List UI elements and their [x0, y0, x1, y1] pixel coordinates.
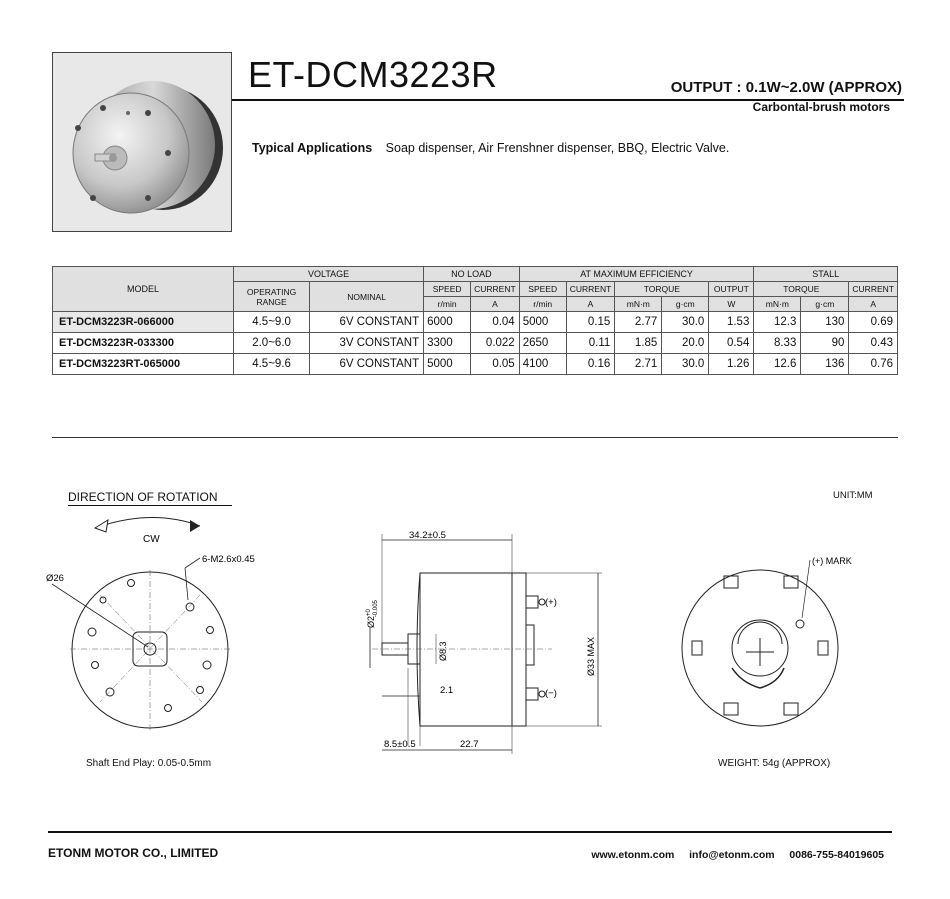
terminal-plus	[526, 596, 538, 608]
cell-me-torque-gcm: 30.0	[662, 312, 709, 333]
dia26-label: Ø26	[46, 573, 64, 584]
spec-table	[52, 266, 898, 375]
mount-hole	[92, 662, 99, 669]
header-me-torque: TORQUE	[615, 282, 709, 297]
header-operating-range: OPERATING RANGE	[234, 282, 310, 312]
cell-nl-current: 0.05	[471, 354, 520, 375]
direction-of-rotation-title: DIRECTION OF ROTATION	[68, 490, 218, 504]
minus-terminal-label: (−)	[545, 688, 557, 699]
header-me-current: CURRENT	[566, 282, 615, 297]
website-link[interactable]: www.etonm.com	[591, 849, 675, 861]
rear-slot	[784, 576, 798, 588]
cell-me-torque-mnm: 2.71	[615, 354, 662, 375]
unit-st-torque-mnm: mN·m	[754, 297, 801, 312]
cell-me-output: 1.53	[709, 312, 754, 333]
email-link[interactable]: info@etonm.com	[689, 849, 775, 861]
cell-me-current: 0.16	[566, 354, 615, 375]
shaft-dia-label	[366, 599, 379, 628]
unit-me-speed: r/min	[519, 297, 566, 312]
mount-hole	[207, 627, 214, 634]
cell-st-torque-gcm: 136	[801, 354, 849, 375]
cell-range: 4.5~9.6	[234, 354, 310, 375]
cell-model: ET-DCM3223R-033300	[53, 333, 234, 354]
cell-me-torque-gcm: 30.0	[662, 354, 709, 375]
dia26-leader	[52, 584, 148, 647]
product-photo	[52, 52, 232, 232]
rear-slot	[724, 703, 738, 715]
cell-me-speed: 4100	[519, 354, 566, 375]
mount-hole	[165, 705, 172, 712]
cell-st-torque-gcm: 130	[801, 312, 849, 333]
output-range: OUTPUT : 0.1W~2.0W (APPROX)	[670, 79, 902, 96]
cw-arrow-arc	[95, 517, 200, 528]
cell-nl-current: 0.022	[471, 333, 520, 354]
cell-nominal: 6V CONSTANT	[310, 354, 424, 375]
header-stall: STALL	[754, 267, 898, 282]
mark-leader	[802, 560, 810, 618]
rear-slot	[784, 703, 798, 715]
cell-me-speed: 5000	[519, 312, 566, 333]
cell-me-torque-mnm: 1.85	[615, 333, 662, 354]
unit-nl-speed: r/min	[424, 297, 471, 312]
body-dia-label: Ø33 MAX	[586, 636, 596, 676]
mount-hole	[203, 661, 211, 669]
cell-nl-speed: 3300	[424, 333, 471, 354]
end-cap	[512, 573, 526, 726]
screw-label: 6-M2.6x0.45	[202, 554, 255, 565]
header-no-load: NO LOAD	[424, 267, 520, 282]
table-row	[53, 312, 898, 333]
header-nominal: NOMINAL	[310, 282, 424, 312]
rear-boss	[526, 625, 534, 665]
motor-subtype: Carbontal-brush motors	[752, 100, 890, 114]
cell-st-torque-mnm: 12.6	[754, 354, 801, 375]
rear-slot	[692, 641, 702, 655]
contact-info	[591, 849, 884, 861]
section-divider	[52, 437, 898, 438]
dim-227-label: 22.7	[460, 739, 479, 750]
product-title: ET-DCM3223R	[248, 54, 498, 95]
header-nl-current: CURRENT	[471, 282, 520, 297]
unit-me-torque-mnm: mN·m	[615, 297, 662, 312]
unit-label: UNIT:MM	[833, 490, 873, 501]
screw-leader	[185, 558, 200, 568]
phone-number: 0086-755-84019605	[789, 849, 884, 861]
cell-st-current: 0.69	[849, 312, 898, 333]
front-view-drawing	[40, 510, 300, 750]
typical-applications	[252, 141, 729, 155]
cell-me-torque-gcm: 20.0	[662, 333, 709, 354]
plus-terminal-label: (+)	[545, 597, 557, 608]
cell-model: ET-DCM3223RT-065000	[53, 354, 234, 375]
cw-arrow-tail	[95, 520, 108, 532]
cell-nl-speed: 5000	[424, 354, 471, 375]
direction-title-underline	[68, 505, 232, 506]
header-nl-speed: SPEED	[424, 282, 471, 297]
cell-range: 4.5~9.0	[234, 312, 310, 333]
applications-label: Typical Applications	[252, 141, 373, 155]
terminal-minus	[526, 688, 538, 700]
cell-st-current: 0.76	[849, 354, 898, 375]
len-total-label: 34.2±0.5	[409, 530, 446, 541]
header-model: MODEL	[53, 267, 234, 312]
dim-85-label: 8.5±0.5	[384, 739, 416, 750]
brush-arm	[760, 668, 784, 688]
screw-leader-2	[185, 568, 188, 600]
cell-me-current: 0.11	[566, 333, 615, 354]
mount-hole	[197, 687, 204, 694]
applications-text: Soap dispenser, Air Frenshner dispenser, BBQ, Electric Valve.	[385, 141, 730, 155]
cell-me-current: 0.15	[566, 312, 615, 333]
header-me-output: OUTPUT	[709, 282, 754, 297]
cell-nl-speed: 6000	[424, 312, 471, 333]
mark-label: (+) MARK	[812, 556, 852, 566]
cell-st-torque-mnm: 8.33	[754, 333, 801, 354]
cell-st-current: 0.43	[849, 333, 898, 354]
cw-label: CW	[143, 534, 160, 545]
brush-arm	[732, 668, 760, 688]
shaft-end-play-note: Shaft End Play: 0.05-0.5mm	[86, 758, 212, 769]
rear-slot	[818, 641, 828, 655]
header-voltage: VOLTAGE	[234, 267, 424, 282]
cell-me-output: 1.26	[709, 354, 754, 375]
header-me-speed: SPEED	[519, 282, 566, 297]
header-st-torque: TORQUE	[754, 282, 849, 297]
table-row	[53, 354, 898, 375]
cell-range: 2.0~6.0	[234, 333, 310, 354]
weight-label: WEIGHT: 54g (APPROX)	[718, 758, 831, 769]
side-view-drawing	[352, 528, 612, 758]
company-name: ETONM MOTOR CO., LIMITED	[48, 846, 219, 860]
shaft-dia-sub: -0.005	[373, 600, 379, 618]
unit-st-current: A	[849, 297, 898, 312]
mount-hole	[106, 688, 114, 696]
polarity-mark	[796, 620, 804, 628]
unit-me-torque-gcm: g·cm	[662, 297, 709, 312]
table-row	[53, 333, 898, 354]
cell-nl-current: 0.04	[471, 312, 520, 333]
header-st-current: CURRENT	[849, 282, 898, 297]
cell-me-output: 0.54	[709, 333, 754, 354]
cell-me-torque-mnm: 2.77	[615, 312, 662, 333]
rear-view-drawing	[672, 548, 872, 758]
motor-body-side	[420, 573, 512, 726]
cw-arrow-head	[190, 520, 200, 532]
cell-nominal: 6V CONSTANT	[310, 312, 424, 333]
dim-21-label: 2.1	[440, 685, 454, 696]
unit-nl-current: A	[471, 297, 520, 312]
boss-dia-label: Ø8.3	[438, 641, 448, 661]
shaft-dia-sup: +0	[366, 609, 372, 616]
unit-me-output: W	[709, 297, 754, 312]
cell-model: ET-DCM3223R-066000	[53, 312, 234, 333]
mount-hole	[88, 628, 96, 636]
mount-hole	[128, 580, 135, 587]
header-max-efficiency: AT MAXIMUM EFFICIENCY	[519, 267, 754, 282]
unit-me-current: A	[566, 297, 615, 312]
shaft-dia-main: Ø2	[366, 615, 376, 628]
cell-st-torque-mnm: 12.3	[754, 312, 801, 333]
mount-hole	[186, 603, 194, 611]
cell-st-torque-gcm: 90	[801, 333, 849, 354]
motor-photo-illustration	[53, 53, 231, 231]
cell-nominal: 3V CONSTANT	[310, 333, 424, 354]
unit-st-torque-gcm: g·cm	[801, 297, 849, 312]
cell-me-speed: 2650	[519, 333, 566, 354]
footer-rule	[48, 831, 892, 833]
